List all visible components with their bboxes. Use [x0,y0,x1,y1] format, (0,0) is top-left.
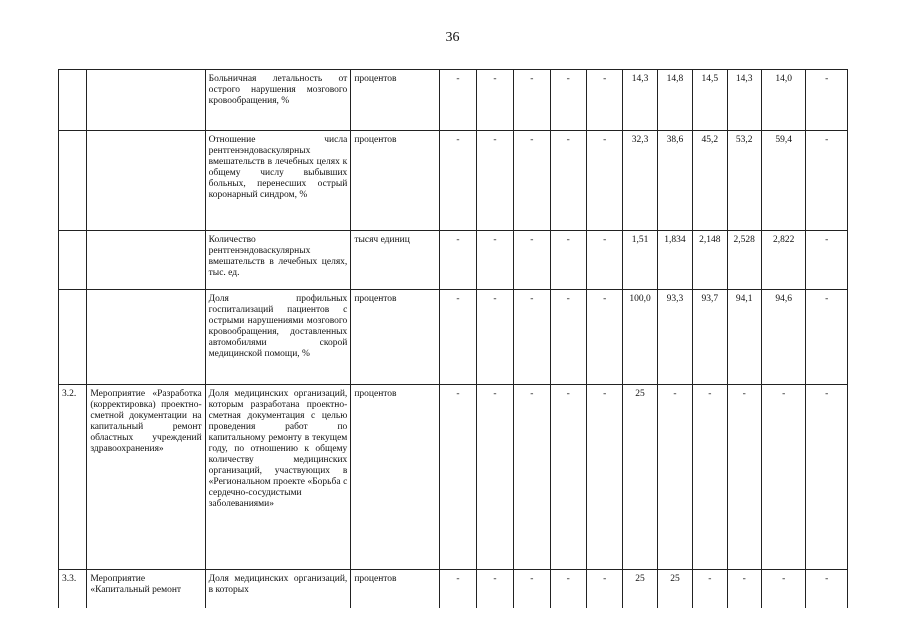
value-cell: - [440,70,476,131]
value-cell: - [693,570,727,608]
value-cell: - [586,231,622,290]
value-cell: - [514,231,550,290]
value-cell: - [586,70,622,131]
value-cell: - [514,385,550,570]
value-cell: - [550,290,586,385]
value-cell: 94,1 [727,290,761,385]
table-row [59,231,848,290]
unit-of-measure: процентов [351,70,440,131]
value-cell: - [550,70,586,131]
table-row [59,70,848,131]
value-cell: 14,5 [693,70,727,131]
value-cell: 93,7 [693,290,727,385]
value-cell: - [440,290,476,385]
value-cell: - [586,570,622,608]
unit-of-measure: тысяч единиц [351,231,440,290]
value-cell: - [440,385,476,570]
row-number [59,131,87,231]
value-cell: - [476,290,513,385]
value-cell: - [476,70,513,131]
value-cell: 1,51 [623,231,657,290]
row-number [59,231,87,290]
indicator-description: Доля профильных госпитализаций пациентов с острыми нарушениями мозгового кровообращения, доставленных автомобилями скорой медицинской помощи, % [205,290,351,385]
value-cell: - [476,385,513,570]
value-cell: - [657,385,692,570]
value-cell: - [550,570,586,608]
value-cell: 1,834 [657,231,692,290]
value-cell: - [727,570,761,608]
value-cell: 53,2 [727,131,761,231]
value-cell: - [806,70,848,131]
value-cell: - [476,570,513,608]
value-cell: - [693,385,727,570]
indicator-description: Количество рентгенэндоваскулярных вмешательств в лечебных целях, тыс. ед. [205,231,351,290]
value-cell: - [727,385,761,570]
indicator-description: Доля медицинских организаций, которым разработана проектно-сметная документация с целью проведения работ по капитальному ремонту в текущем году, по отношению к общему количеству медицинских организаций, участвующих в «Региональном проекте «Борьба с сердечно-сосудистыми заболеваниями» [205,385,351,570]
value-cell: 2,528 [727,231,761,290]
value-cell: - [514,290,550,385]
unit-of-measure: процентов [351,131,440,231]
table-row [59,290,848,385]
measure-name [87,231,205,290]
value-cell: 94,6 [761,290,806,385]
value-cell: - [550,131,586,231]
indicator-description: Доля медицинских организаций, в которых [205,570,351,608]
value-cell: - [806,570,848,608]
indicator-description: Больничная летальность от острого нарушения мозгового кровообращения, % [205,70,351,131]
value-cell: 32,3 [623,131,657,231]
value-cell: - [586,385,622,570]
value-cell: - [476,231,513,290]
value-cell: 25 [623,385,657,570]
value-cell: 2,822 [761,231,806,290]
value-cell: - [514,70,550,131]
value-cell: - [806,385,848,570]
table-row [59,385,848,570]
value-cell: - [514,570,550,608]
value-cell: 14,3 [727,70,761,131]
unit-of-measure: процентов [351,385,440,570]
value-cell: 93,3 [657,290,692,385]
value-cell: 14,8 [657,70,692,131]
value-cell: - [806,290,848,385]
value-cell: 25 [657,570,692,608]
value-cell: - [761,385,806,570]
value-cell: 14,3 [623,70,657,131]
value-cell: 38,6 [657,131,692,231]
value-cell: - [586,131,622,231]
row-number [59,70,87,131]
value-cell: 59,4 [761,131,806,231]
page-number: 36 [445,30,460,45]
value-cell: - [440,570,476,608]
measure-name: Мероприятие «Капитальный ремонт [87,570,205,608]
value-cell: 2,148 [693,231,727,290]
value-cell: - [550,385,586,570]
measure-name: Мероприятие «Разработка (корректировка) проектно-сметной документации на капитальный ремонт областных учреждений здравоохранения» [87,385,205,570]
value-cell: - [440,131,476,231]
value-cell: - [806,231,848,290]
measure-name [87,290,205,385]
value-cell: - [476,131,513,231]
row-number: 3.2. [59,385,87,570]
measure-name [87,70,205,131]
unit-of-measure: процентов [351,290,440,385]
table-row [59,131,848,231]
value-cell: - [550,231,586,290]
value-cell: - [514,131,550,231]
row-number: 3.3. [59,570,87,608]
value-cell: - [806,131,848,231]
value-cell: - [761,570,806,608]
value-cell: 14,0 [761,70,806,131]
value-cell: - [586,290,622,385]
indicators-table [58,69,848,608]
value-cell: - [440,231,476,290]
indicator-description: Отношение числа рентгенэндоваскулярных вмешательств в лечебных целях к общему числу выбывших больных, перенесших острый коронарный синдром, % [205,131,351,231]
unit-of-measure: процентов [351,570,440,608]
measure-name [87,131,205,231]
value-cell: 25 [623,570,657,608]
value-cell: 45,2 [693,131,727,231]
row-number [59,290,87,385]
table-row [59,570,848,608]
value-cell: 100,0 [623,290,657,385]
